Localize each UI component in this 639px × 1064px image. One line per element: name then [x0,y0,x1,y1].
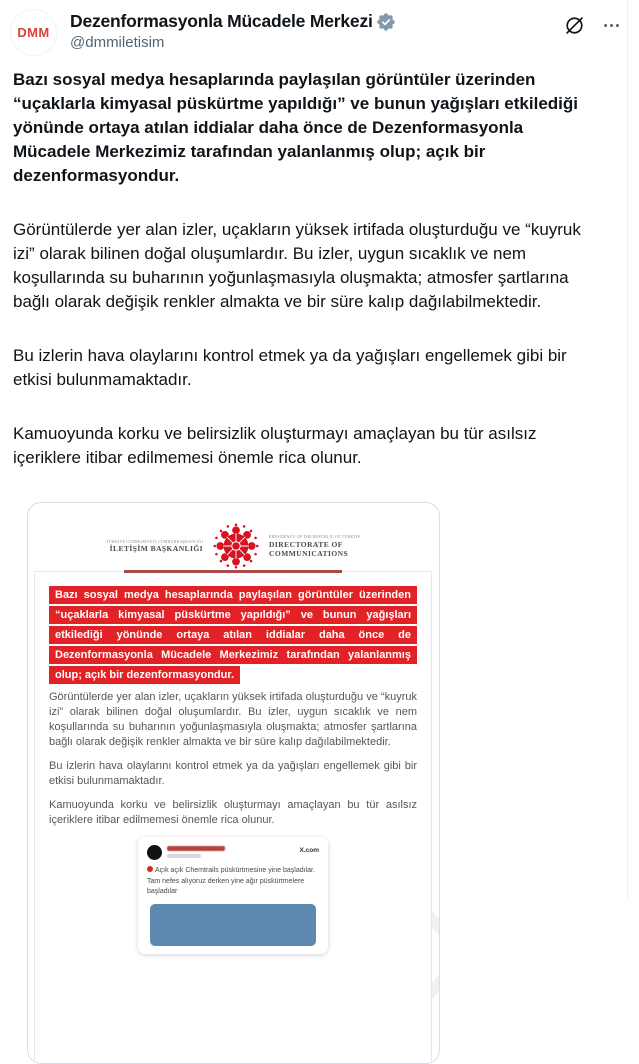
statement-highlight: Bazı sosyal medya hesaplarında paylaşılan görüntüler üzerinden “uçaklarla kimyasal püskürtme yapıldığı” ve bunun yağışları etkilediği yönünde ortaya atılan iddialar daha önce de Dezenformasyonla Mücadele Merkezimiz tarafından yalanlanmış olup; açık bir dezenformasyondur. [49,585,417,685]
org-name-turkish: TÜRKİYE CUMHURİYETİ CUMHURBAŞKANLIĞI İLETİŞİM BAŞKANLIĞI [106,538,204,554]
statement-paragraph: Bu izlerin hava olaylarını kontrol etmek ya da yağışları engellemek gibi bir etkisi bulunmamaktadır. [49,760,417,787]
tweet-header [0,0,639,56]
statement-paragraph: Görüntülerde yer alan izler, uçakların yüksek irtifada oluşturduğu ve “kuyruk izi” olarak bilinen doğal oluşumlardır. Bu izler, uygun sıcaklık ve nem koşullarında su buharının yoğunlaşmasıyla oluşmakta; atmosfer şartlarına bağlı olarak değişik renkler almakta ve bir süre kalıp dağılabilmektedir. [49,691,417,748]
embedded-post-source: X.com [299,847,319,854]
tweet-attached-image[interactable] [27,502,440,1064]
tweet-paragraph: Bu izlerin hava olaylarını kontrol etmek ya da yağışları engellemek gibi bir etkisi bulunmamaktadır. [13,346,567,389]
statement-paragraph: Kamuoyunda korku ve belirsizlik oluşturmayı amaçlayan bu tür asılsız içeriklere itibar edilmemesi önemle rica olunur. [49,799,417,826]
ellipsis-icon [602,16,621,35]
org-name-english: PRESIDENCY OF THE REPUBLIC OF TÜRKİYE DIRECTORATE OF COMMUNICATIONS [269,534,361,558]
statement-box [34,571,432,1064]
redacted-handle-bar [167,854,201,858]
red-accent-divider [124,570,342,573]
embedded-post-avatar [147,845,162,860]
tweet-paragraph-lead: Bazı sosyal medya hesaplarında paylaşılan görüntüler üzerinden “uçaklarla kimyasal püskürtme yapıldığı” ve bunun yağışları etkilediği yönünde ortaya atılan iddialar daha önce de Dezenformasyonla Mücadele Merkezimiz tarafından yalanlanmış olup; açık bir dezenformasyondur. [13,70,578,185]
more-button[interactable] [602,16,621,35]
timeline-column-border [627,0,628,899]
grok-slashed-circle-icon [564,15,585,36]
embedded-post-screenshot [138,837,328,954]
display-name[interactable]: Dezenformasyonla Mücadele Merkezi [70,11,373,31]
directorate-of-communications-logo-icon [212,522,260,570]
verified-badge-icon [377,13,395,31]
image-institution-header [28,503,439,570]
tweet-paragraph: Görüntülerde yer alan izler, uçakların yüksek irtifada oluşturduğu ve “kuyruk izi” olarak bilinen doğal oluşumlardır. Bu izler, uygun sıcaklık ve nem koşullarında su buharının yoğunlaşmasıyla oluşmakta; atmosfer şartlarına bağlı olarak değişik renkler almakta ve bir süre kalıp dağılabilmektedir. [13,220,581,311]
tweet-text [0,56,610,470]
avatar[interactable] [10,9,57,56]
account-handle[interactable]: @dmmiletisim [70,34,165,51]
header-actions [564,9,625,36]
tweet-paragraph: Kamuoyunda korku ve belirsizlik oluşturmayı amaçlayan bu tür asılsız içeriklere itibar edilmemesi önemle rica olunur. [13,424,537,467]
redacted-username-bar [167,846,225,851]
red-circle-emoji [147,866,153,872]
embedded-post-text: Açık açık Chemtrails püskürtmesine yine başladılar. Tam nefes alıyoruz derken yine ağır püskürtmelere başladılar [147,867,315,895]
account-identity [70,9,564,51]
avatar-monogram: DMM [17,25,50,40]
grok-button[interactable] [564,15,585,36]
embedded-post-image [150,904,316,946]
